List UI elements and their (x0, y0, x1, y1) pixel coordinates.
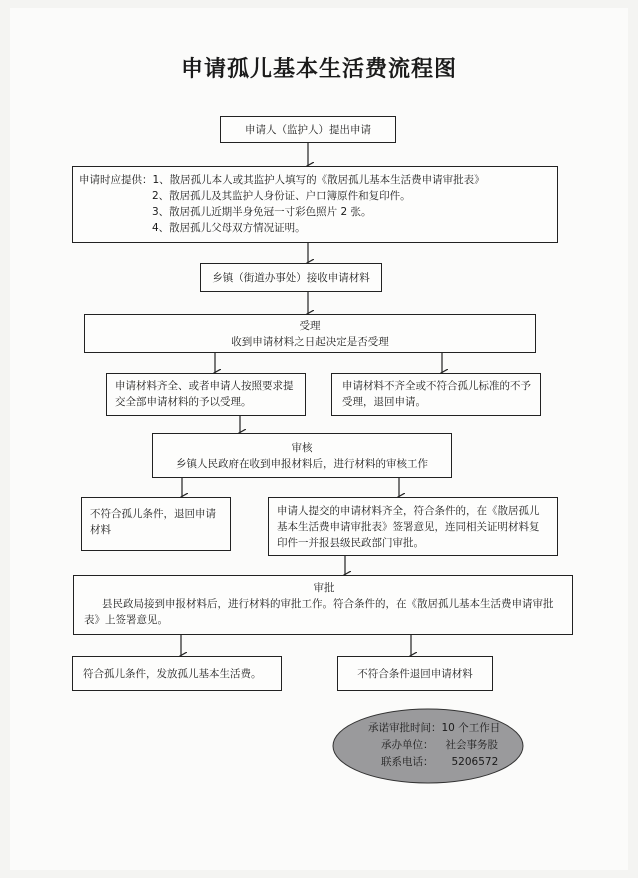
page-title: 申请孤儿基本生活费流程图 (180, 57, 457, 82)
requirements-prefix: 申请时应提供： (79, 174, 153, 186)
accept-desc: 收到申请材料之日起决定是否受理 (231, 336, 389, 348)
step-apply-text: 申请人（监护人）提出申请 (245, 124, 371, 136)
info-time: 承诺审批时间：10 个工作日 (368, 722, 501, 734)
requirements-row-4 (79, 220, 557, 236)
accept-no-box (331, 373, 541, 416)
approve-title: 审批 (313, 582, 335, 594)
accept-no-text: 申请材料不齐全或不符合孤儿标准的不予受理，退回申请。 (342, 380, 531, 408)
step-requirements-box (72, 166, 558, 243)
requirements-row-1 (79, 172, 557, 188)
info-phone-row (381, 754, 498, 771)
accept-yes-box (106, 373, 306, 416)
requirement-4: 4、散居孤儿父母双方情况证明。 (152, 222, 306, 234)
approve-yes-text: 符合孤儿条件，发放孤儿基本生活费。 (83, 668, 262, 680)
review-desc: 乡镇人民政府在收到申报材料后，进行材料的审核工作 (176, 458, 428, 470)
review-title: 审核 (291, 442, 313, 454)
accept-yes-text: 申请材料齐全、或者申请人按照要求提交全部申请材料的予以受理。 (115, 380, 294, 408)
requirements-row-2 (79, 188, 557, 204)
step-receive-box (200, 263, 382, 292)
approve-yes-box (72, 656, 282, 691)
info-unit-value: 社会事务股 (445, 739, 498, 751)
info-phone-value: 5206572 (451, 756, 499, 768)
approve-no-text: 不符合条件退回申请材料 (357, 668, 473, 680)
requirement-2: 2、散居孤儿及其监护人身份证、户口簿原件和复印件。 (152, 190, 411, 202)
requirement-3: 3、散居孤儿近期半身免冠一寸彩色照片 2 张。 (152, 206, 372, 218)
review-no-box (81, 497, 231, 551)
review-yes-text: 申请人提交的申请材料齐全，符合条件的，在《散居孤儿基本生活费申请审批表》签署意见，连同相关证明材料复印件一并报县级民政部门审批。 (277, 505, 540, 549)
step-accept-box (84, 314, 536, 353)
step-review-box (152, 433, 452, 478)
review-no-text: 不符合孤儿条件，退回申请材料 (90, 508, 216, 536)
info-phone-label: 联系电话： (381, 756, 434, 768)
info-unit-row (381, 737, 498, 754)
info-unit-label: 承办单位： (381, 739, 434, 751)
step-approve-box (73, 575, 573, 635)
accept-title: 受理 (299, 320, 321, 332)
step-apply-box (220, 116, 396, 143)
requirement-1: 1、散居孤儿本人或其监护人填写的《散居孤儿基本生活费申请审批表》 (152, 174, 485, 186)
approve-no-box (337, 656, 493, 691)
step-receive-text: 乡镇（街道办事处）接收申请材料 (212, 272, 370, 284)
review-yes-box (268, 497, 558, 556)
approve-desc: 县民政局接到申报材料后，进行材料的审批工作。符合条件的，在《散居孤儿基本生活费申请审批表》上签署意见。 (84, 598, 554, 626)
requirements-row-3 (79, 204, 557, 220)
